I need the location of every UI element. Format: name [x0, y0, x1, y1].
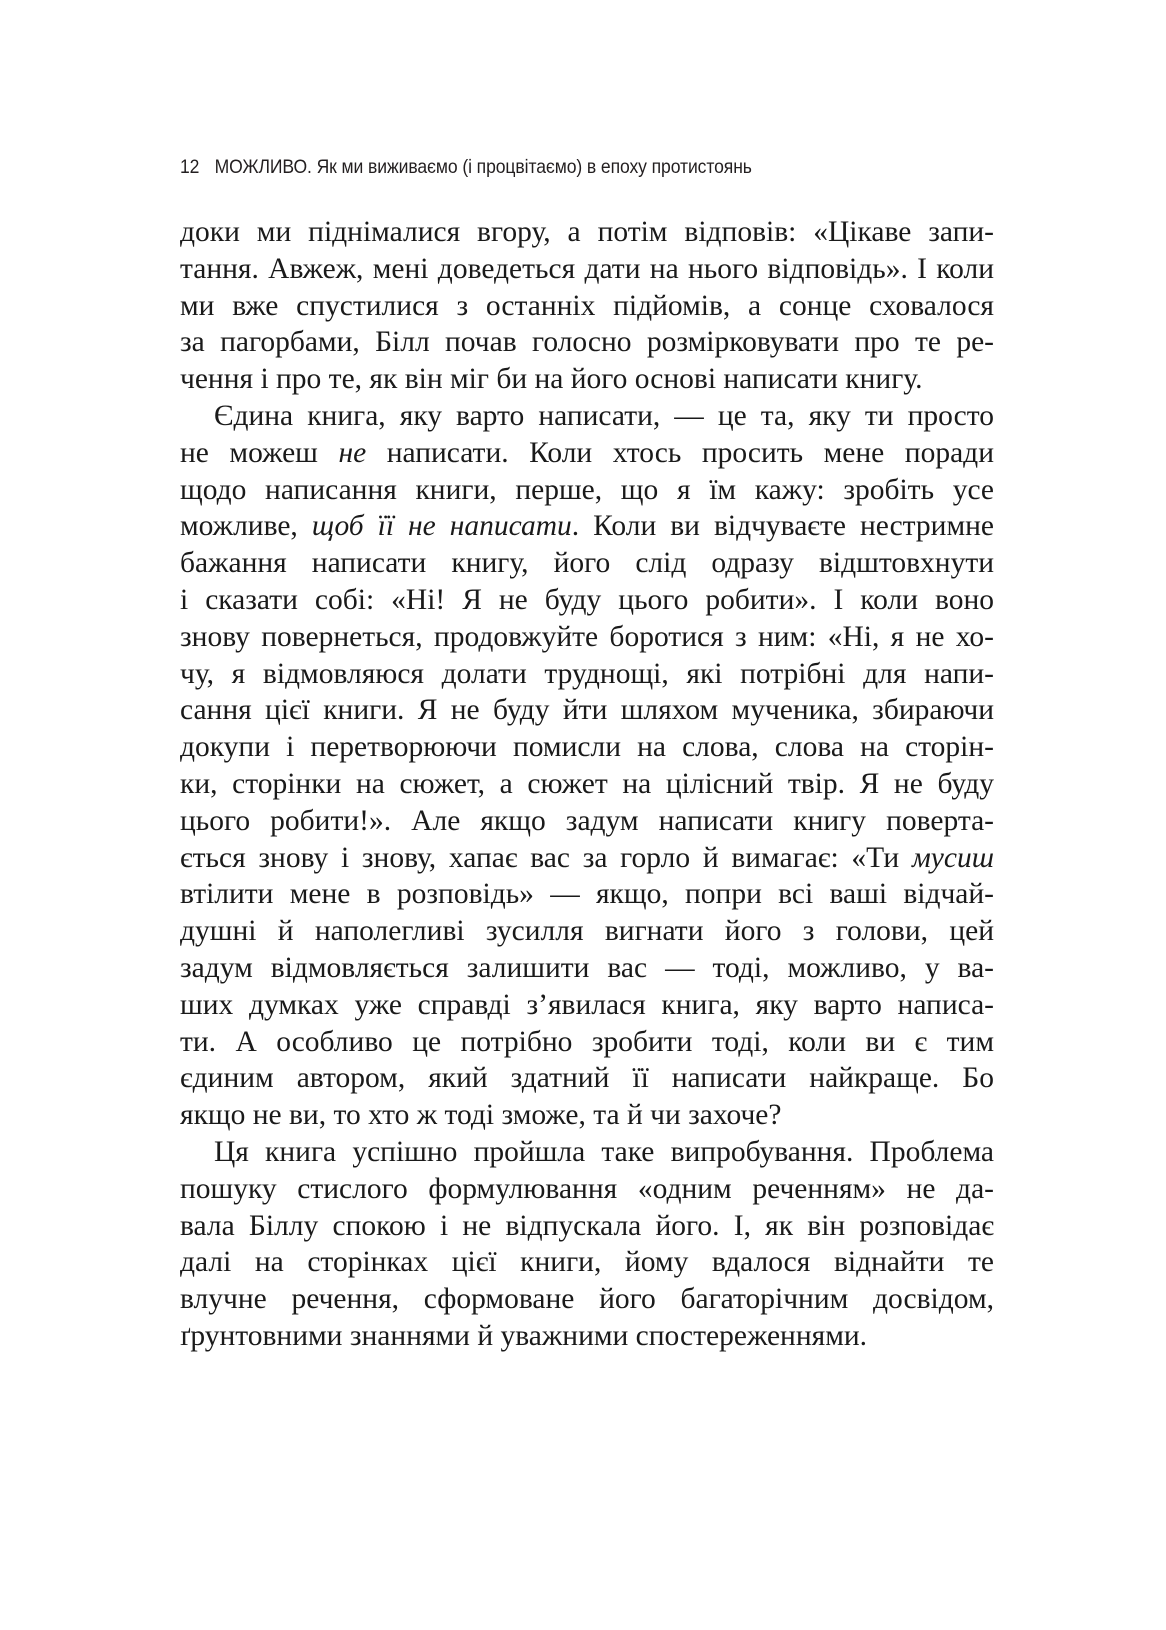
text-line	[180, 950, 994, 987]
text-run: єдиним автором, який здатний її написати найкраще. Бо	[180, 1062, 994, 1095]
text-line	[180, 582, 994, 619]
text-line	[180, 1244, 994, 1281]
text-line	[180, 987, 994, 1024]
text-line	[180, 729, 994, 766]
text-line	[180, 361, 994, 398]
text-run: втілити мене в розповідь» — якщо, попри всі ваші відчай-	[180, 878, 994, 911]
text-line	[180, 692, 994, 729]
text-line	[180, 913, 994, 950]
text-run: не можеш	[180, 436, 339, 469]
text-run: якщо не ви, то хто ж тоді зможе, та й чи захоче?	[180, 1099, 782, 1132]
text-line	[180, 1060, 994, 1097]
text-line	[180, 1134, 994, 1171]
text-line	[180, 508, 994, 545]
text-run: далі на сторінках цієї книги, йому вдалося віднайти те	[180, 1246, 994, 1279]
emphasis-text: щоб її не написати	[311, 510, 572, 543]
text-line	[180, 803, 994, 840]
text-run: можливе,	[180, 510, 312, 543]
text-run: ми вже спустилися з останніх підйомів, а сонце сховалося	[180, 289, 994, 322]
text-line	[180, 1318, 994, 1355]
text-run: бажання написати книгу, його слід одразу відштовхнути	[180, 547, 994, 580]
text-run: чу, я відмовляюся долати труднощі, які потрібні для напи-	[180, 657, 994, 690]
text-run: ших думках уже справді з’явилася книга, яку варто написа-	[180, 988, 994, 1021]
running-header-title: МОЖЛИВО. Як ми виживаємо (і процвітаємо) в епоху протистоянь	[214, 156, 752, 178]
text-line	[180, 766, 994, 803]
paragraph	[180, 398, 994, 1134]
text-line	[180, 876, 994, 913]
text-run: душні й наполегливі зусилля вигнати його з голови, цей	[180, 915, 994, 948]
text-run: вала Біллу спокою і не відпускала його. І, як він розповідає	[180, 1209, 994, 1242]
text-run: знову повернеться, продовжуйте боротися з ним: «Ні, я не хо-	[180, 620, 994, 653]
text-run: . Коли ви відчуваєте нестримне	[571, 510, 994, 543]
text-line	[180, 435, 994, 472]
text-run: сання цієї книги. Я не буду йти шляхом мученика, збираючи	[180, 694, 994, 727]
text-line	[180, 840, 994, 877]
text-run: чення і про те, як він міг би на його основі написати книгу.	[180, 363, 923, 396]
text-run: Ця книга успішно пройшла таке випробування. Проблема	[214, 1135, 994, 1168]
text-run: написати. Коли хтось просить мене поради	[366, 436, 994, 469]
emphasis-text: не	[338, 436, 367, 469]
text-run: за пагорбами, Білл почав голосно розмірковувати про те ре-	[180, 326, 994, 359]
text-run: влучне речення, сформоване його багаторічним досвідом,	[180, 1283, 994, 1316]
text-line	[180, 251, 994, 288]
text-run: тання. Авжеж, мені доведеться дати на нього відповідь». І коли	[180, 252, 994, 285]
text-run: ки, сторінки на сюжет, а сюжет на цілісний твір. Я не буду	[180, 767, 994, 800]
text-run: ється знову і знову, хапає вас за горло й вимагає: «Ти	[180, 841, 912, 874]
text-run: задум відмовляється залишити вас — тоді, можливо, у ва-	[180, 951, 994, 984]
body-text-block	[180, 214, 994, 1355]
text-line	[180, 472, 994, 509]
text-run: Єдина книга, яку варто написати, — це та, яку ти просто	[214, 399, 994, 432]
text-run: доки ми піднімалися вгору, а потім відповів: «Цікаве запи-	[180, 216, 994, 248]
paragraph	[180, 214, 994, 398]
text-line	[180, 324, 994, 361]
text-run: і сказати собі: «Ні! Я не буду цього робити». І коли воно	[180, 583, 994, 616]
text-run: пошуку стислого формулювання «одним реченням» не да-	[180, 1172, 994, 1205]
text-line	[180, 398, 994, 435]
text-line	[180, 656, 994, 693]
text-run: цього робити!». Але якщо задум написати книгу поверта-	[180, 804, 994, 837]
text-line	[180, 1171, 994, 1208]
page-number: 12	[180, 156, 200, 178]
text-line	[180, 619, 994, 656]
text-line	[180, 1097, 994, 1134]
text-line	[180, 545, 994, 582]
text-line	[180, 1208, 994, 1245]
text-run: докупи і перетворюючи помисли на слова, слова на сторін-	[180, 731, 994, 764]
running-header	[180, 158, 914, 178]
text-line	[180, 1281, 994, 1318]
text-line	[180, 288, 994, 325]
text-run: щодо написання книги, перше, що я їм кажу: зробіть усе	[180, 473, 994, 506]
emphasis-text: мусиш	[911, 841, 994, 874]
paragraph	[180, 1134, 994, 1355]
text-line	[180, 1024, 994, 1061]
text-run: ти. А особливо це потрібно зробити тоді, коли ви є тим	[180, 1025, 994, 1058]
text-line	[180, 214, 994, 251]
text-run: ґрунтовними знаннями й уважними спостереженнями.	[180, 1319, 868, 1352]
